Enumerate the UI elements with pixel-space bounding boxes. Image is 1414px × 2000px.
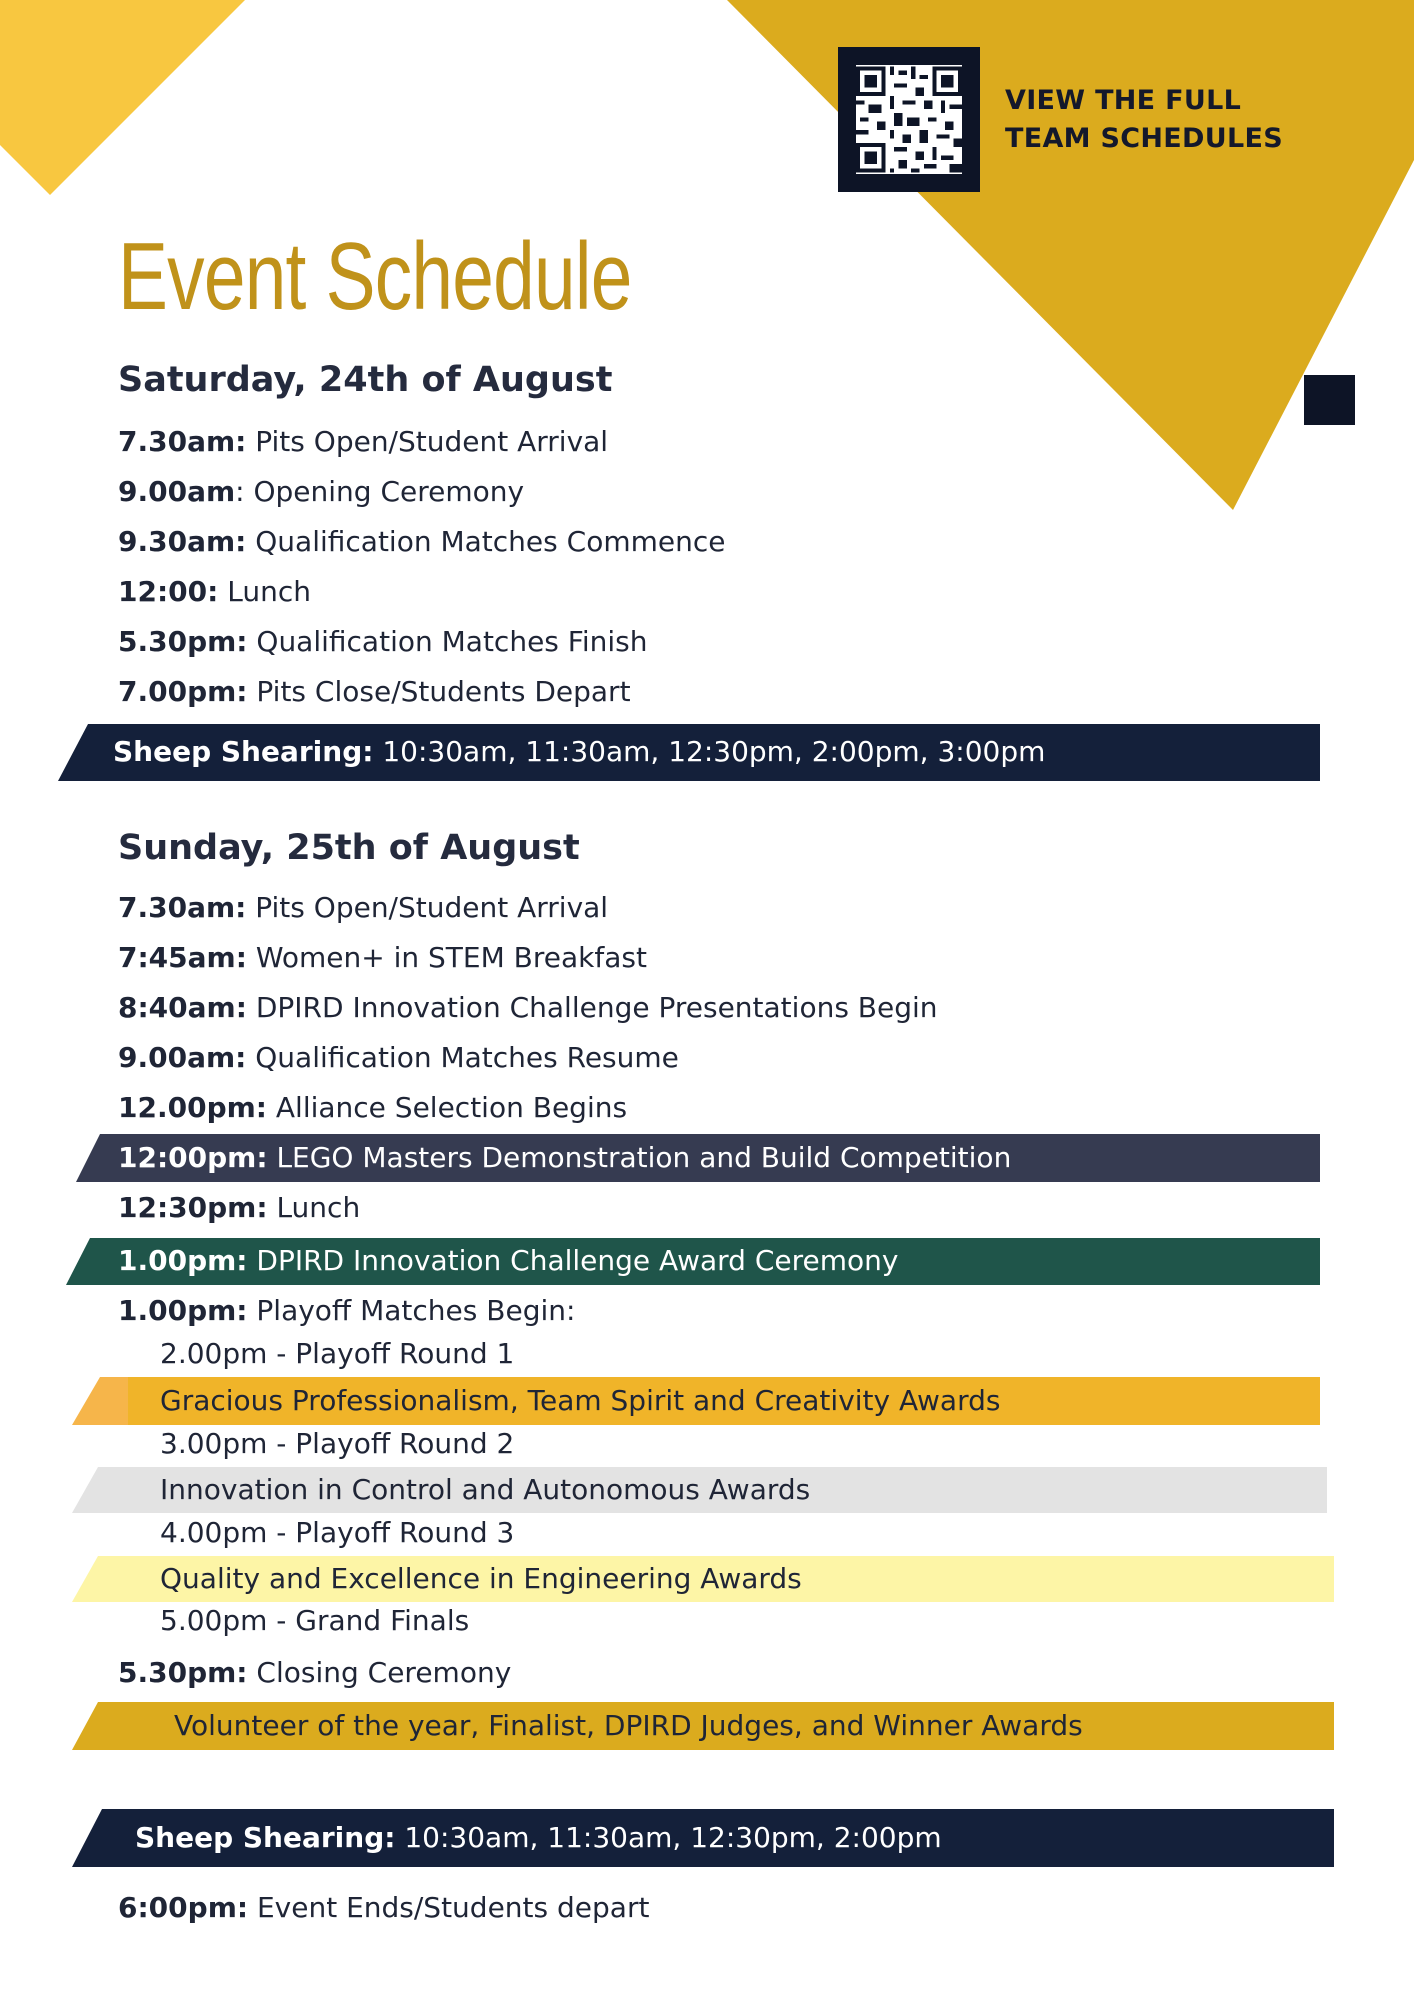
band-text xyxy=(118,1243,898,1279)
playoff-round-2: 3.00pm - Playoff Round 2 xyxy=(160,1427,515,1460)
sheep-times: 10:30am, 11:30am, 12:30pm, 2:00pm xyxy=(395,1821,942,1854)
qr-code-pattern xyxy=(856,65,962,174)
schedule-item xyxy=(118,1090,627,1126)
band-text xyxy=(135,1820,942,1856)
innovation-award-band xyxy=(72,1467,1327,1513)
item-time: 7.30am: xyxy=(118,891,247,924)
item-time: 9.30am: xyxy=(118,525,247,558)
schedule-item xyxy=(118,1890,649,1926)
band-text xyxy=(118,1140,1011,1176)
sheep-shearing-band-sunday xyxy=(72,1809,1334,1867)
playoff-round-1: 2.00pm - Playoff Round 1 xyxy=(160,1337,515,1370)
item-desc: LEGO Masters Demonstration and Build Competition xyxy=(267,1141,1012,1174)
item-time: 7.00pm: xyxy=(118,675,248,708)
item-desc: Lunch xyxy=(267,1191,361,1224)
band-text: Volunteer of the year, Finalist, DPIRD Judges, and Winner Awards xyxy=(174,1709,1083,1742)
item-desc: : Opening Ceremony xyxy=(235,475,525,508)
item-time: 5.30pm: xyxy=(118,625,248,658)
grand-finals: 5.00pm - Grand Finals xyxy=(160,1604,470,1637)
item-desc: Qualification Matches Resume xyxy=(246,1041,679,1074)
item-desc: Playoff Matches Begin: xyxy=(247,1294,576,1327)
item-time: 8:40am: xyxy=(118,991,247,1024)
item-desc: Women+ in STEM Breakfast xyxy=(246,941,647,974)
item-time: 1.00pm: xyxy=(118,1244,248,1277)
item-desc: Pits Close/Students Depart xyxy=(247,675,631,708)
decorative-diamond-right xyxy=(700,0,1414,520)
item-time: 12:00: xyxy=(118,575,219,608)
schedule-item xyxy=(118,524,725,560)
band-text xyxy=(113,734,1045,770)
item-time: 12:30pm: xyxy=(118,1191,268,1224)
playoff-round-3: 4.00pm - Playoff Round 3 xyxy=(160,1516,515,1549)
item-desc: DPIRD Innovation Challenge Award Ceremony xyxy=(247,1244,899,1277)
sheep-times: 10:30am, 11:30am, 12:30pm, 2:00pm, 3:00pm xyxy=(373,735,1046,768)
sheep-shearing-band-saturday xyxy=(58,724,1320,781)
band-text: Quality and Excellence in Engineering Awards xyxy=(160,1562,802,1595)
schedule-item xyxy=(118,1293,575,1329)
item-desc: Qualification Matches Finish xyxy=(247,625,648,658)
item-desc: Alliance Selection Begins xyxy=(266,1091,628,1124)
page-title: Event Schedule xyxy=(118,223,632,330)
gracious-award-band xyxy=(72,1377,1320,1425)
schedule-item xyxy=(118,1190,360,1226)
schedule-item xyxy=(118,890,608,926)
schedule-item xyxy=(118,624,647,660)
item-time: 7.30am: xyxy=(118,425,247,458)
item-time: 9.00am xyxy=(118,475,236,508)
band-text: Gracious Professionalism, Team Spirit and Creativity Awards xyxy=(160,1384,1001,1417)
item-time: 12:00pm: xyxy=(118,1141,268,1174)
quality-award-band xyxy=(72,1556,1334,1602)
schedule-item xyxy=(118,424,608,460)
item-time: 5.30pm: xyxy=(118,1656,248,1689)
schedule-item xyxy=(118,674,631,710)
item-time: 7:45am: xyxy=(118,941,247,974)
sunday-heading: Sunday, 25th of August xyxy=(118,828,580,868)
item-desc: Event Ends/Students depart xyxy=(248,1891,650,1924)
item-desc: Lunch xyxy=(218,575,311,608)
item-desc: Qualification Matches Commence xyxy=(246,525,726,558)
item-desc: Pits Open/Student Arrival xyxy=(246,891,609,924)
decorative-triangle-left xyxy=(0,0,250,200)
qr-code[interactable] xyxy=(838,47,980,192)
schedule-item xyxy=(118,1040,679,1076)
decorative-square xyxy=(1304,375,1355,425)
item-time: 12.00pm: xyxy=(118,1091,267,1124)
sheep-label: Sheep Shearing: xyxy=(135,1821,396,1854)
item-time: 6:00pm: xyxy=(118,1891,249,1924)
band-text: Innovation in Control and Autonomous Awards xyxy=(160,1473,811,1506)
schedule-item xyxy=(118,474,524,510)
dpird-award-band xyxy=(66,1238,1320,1285)
qr-caption: VIEW THE FULL TEAM SCHEDULES xyxy=(1005,85,1283,154)
sheep-label: Sheep Shearing: xyxy=(113,735,374,768)
item-time: 9.00am: xyxy=(118,1041,247,1074)
schedule-item xyxy=(118,1655,511,1691)
item-desc: DPIRD Innovation Challenge Presentations Begin xyxy=(246,991,938,1024)
schedule-item xyxy=(118,574,311,610)
lego-band xyxy=(76,1134,1320,1182)
item-desc: Closing Ceremony xyxy=(247,1656,512,1689)
volunteer-award-band xyxy=(72,1702,1334,1750)
item-time: 1.00pm: xyxy=(118,1294,248,1327)
schedule-item xyxy=(118,940,647,976)
saturday-heading: Saturday, 24th of August xyxy=(118,360,613,400)
item-desc: Pits Open/Student Arrival xyxy=(246,425,609,458)
schedule-item xyxy=(118,990,938,1026)
